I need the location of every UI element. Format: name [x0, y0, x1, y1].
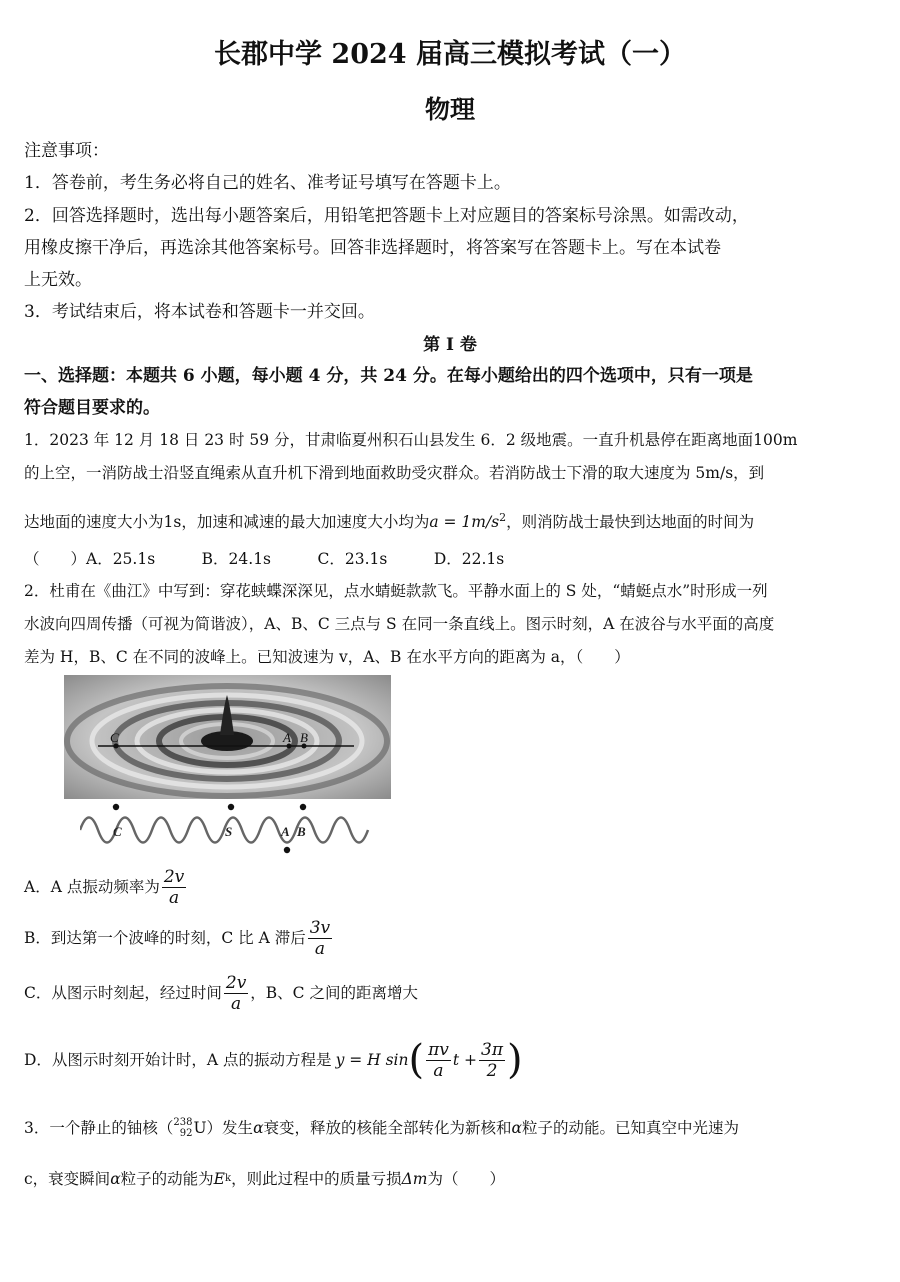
q1-line-3-text-b: ，则消防战士最快到达地面的时间为	[506, 513, 755, 532]
q2-option-d-fraction-2	[479, 1040, 505, 1081]
ripple-photo	[64, 675, 391, 799]
q2-option-c-denominator: a	[231, 993, 242, 1014]
section-heading-line-2: 符合题目要求的。	[24, 398, 160, 418]
q2-option-d-time: t +	[452, 1051, 478, 1069]
q2-option-c-numerator: 2v	[225, 972, 247, 993]
wave-label-b: B	[297, 824, 306, 839]
alpha-symbol-2: α	[511, 1119, 523, 1137]
q2-option-d-denominator-1: a	[433, 1060, 444, 1081]
kinetic-energy-symbol: E	[213, 1170, 225, 1188]
photo-label-c: C	[110, 730, 119, 745]
q2-line-1: 2．杜甫在《曲江》中写到：穿花蛱蝶深深见，点水蜻蜓款款飞。平静水面上的 S 处，“蜻蜓点水”时形成一列	[24, 582, 768, 600]
notice-item-1: 1．答卷前，考生务必将自己的姓名、准考证号填写在答题卡上。	[24, 173, 511, 193]
q3-line-2-text-d: 为（ ）	[427, 1170, 505, 1188]
q2-option-d-denominator-2: 2	[486, 1060, 498, 1081]
q2-option-b-fraction	[308, 918, 332, 959]
q1-options: （ ）A．25.1s B．24.1s C．23.1s D．22.1s	[24, 550, 505, 568]
q1-line-2: 的上空，一消防战士沿竖直绳索从直升机下滑到地面救助受灾群众。若消防战士下滑的取大速度为 5m/s，到	[24, 464, 765, 482]
q3-line-1-text-b: ）发生	[206, 1119, 254, 1137]
q2-option-d-text: D．从图示时刻开始计时，A 点的振动方程是	[24, 1051, 332, 1069]
uranium-mass-number: 238	[173, 1117, 193, 1128]
notice-item-3: 3．考试结束后，将本试卷和答题卡一并交回。	[24, 302, 375, 322]
notice-item-2-line-1: 2．回答选择题时，选出每小题答案后，用铅笔把答题卡上对应题目的答案标号涂黑。如需改动，	[24, 206, 749, 226]
section-heading-line-1: 一、选择题：本题共 6 小题，每小题 4 分，共 24 分。在每小题给出的四个选项中，只有一项是	[24, 366, 753, 386]
photo-label-b: B	[300, 730, 308, 745]
q2-option-d-numerator-1: πv	[428, 1039, 449, 1060]
q2-option-d-equation: y = H sin	[335, 1051, 409, 1069]
q2-option-c-fraction	[224, 973, 248, 1014]
q2-option-c-text-1: C．从图示时刻起，经过时间	[24, 984, 222, 1002]
q1-acceleration-equation: a = 1m/s	[429, 513, 500, 532]
q3-line-1-text-c: 衰变，释放的核能全部转化为新核和	[263, 1119, 512, 1137]
uranium-nuclide	[173, 1116, 206, 1140]
q3-line-2-text-b: 粒子的动能为	[120, 1170, 214, 1188]
q2-option-c	[24, 968, 884, 1018]
q2-option-d	[24, 1034, 884, 1086]
q3-line-1	[24, 1114, 884, 1142]
uranium-symbol: U	[193, 1119, 207, 1137]
q2-line-3: 差为 H，B、C 在不同的波峰上。已知波速为 v，A、B 在水平方向的距离为 a，（ ）	[24, 648, 630, 666]
q1-line-3	[24, 506, 884, 534]
q1-acceleration-exponent: 2	[499, 511, 507, 524]
q2-option-d-numerator-2: 3π	[481, 1039, 504, 1060]
q3-line-1-text-a: 3．一个静止的铀核（	[24, 1119, 174, 1137]
q2-option-b	[24, 913, 884, 963]
notice-heading: 注意事项：	[24, 141, 109, 161]
wave-diagram	[80, 800, 370, 858]
q1-line-3-text-a: 达地面的速度大小为1s，加速和减速的最大加速度大小均为	[24, 513, 430, 532]
q2-option-a-text: A．A 点振动频率为	[24, 878, 160, 896]
q2-option-b-denominator: a	[314, 938, 326, 959]
wave-label-s: S	[225, 824, 233, 839]
q3-line-1-text-d: 粒子的动能。已知真空中光速为	[522, 1119, 740, 1137]
q3-line-2-text-a: c，衰变瞬间	[24, 1170, 111, 1188]
kinetic-energy-subscript: k	[225, 1173, 232, 1184]
q2-line-2: 水波向四周传播（可视为简谐波），A、B、C 三点与 S 在同一条直线上。图示时刻，A 在波谷与水平面的高度	[24, 615, 775, 633]
wave-label-c: C	[113, 824, 122, 839]
q2-option-a	[24, 862, 884, 912]
notice-item-2-line-3: 上无效。	[24, 270, 92, 290]
alpha-symbol-3: α	[110, 1170, 121, 1188]
alpha-symbol-1: α	[253, 1119, 264, 1137]
subject-title: 物理	[424, 95, 475, 124]
ripple-photo-svg	[64, 675, 391, 799]
q3-line-2	[24, 1165, 884, 1193]
mass-defect-symbol: Δm	[401, 1170, 428, 1188]
uranium-numbers	[173, 1117, 192, 1139]
volume-heading: 第 I 卷	[423, 335, 477, 355]
q1-line-1: 1．2023 年 12 月 18 日 23 时 59 分，甘肃临夏州积石山县发生 6．2 级地震。一直升机悬停在距离地面100m	[24, 431, 798, 449]
q2-option-a-fraction	[162, 867, 186, 908]
exam-title: 长郡中学 2024 届高三模拟考试（一）	[214, 39, 686, 70]
wave-diagram-svg	[80, 800, 370, 858]
q2-option-c-text-2: ，B、C 之间的距离增大	[250, 984, 418, 1002]
q2-option-a-numerator: 2v	[163, 866, 185, 887]
wave-label-a: A	[281, 824, 290, 839]
q2-option-b-numerator: 3v	[309, 917, 331, 938]
uranium-atomic-number: 92	[179, 1128, 193, 1139]
q2-option-d-left-paren: (	[408, 1037, 425, 1083]
photo-label-a: A	[283, 730, 291, 745]
q2-option-d-right-paren: )	[507, 1037, 523, 1083]
q3-line-2-text-c: ，则此过程中的质量亏损	[231, 1170, 402, 1188]
notice-item-2-line-2: 用橡皮擦干净后，再选涂其他答案标号。回答非选择题时，将答案写在答题卡上。写在本试卷	[24, 238, 721, 258]
q2-option-b-text: B．到达第一个波峰的时刻，C 比 A 滞后	[24, 929, 306, 947]
q2-option-d-fraction-1	[426, 1040, 451, 1081]
q2-option-a-denominator: a	[168, 887, 180, 908]
